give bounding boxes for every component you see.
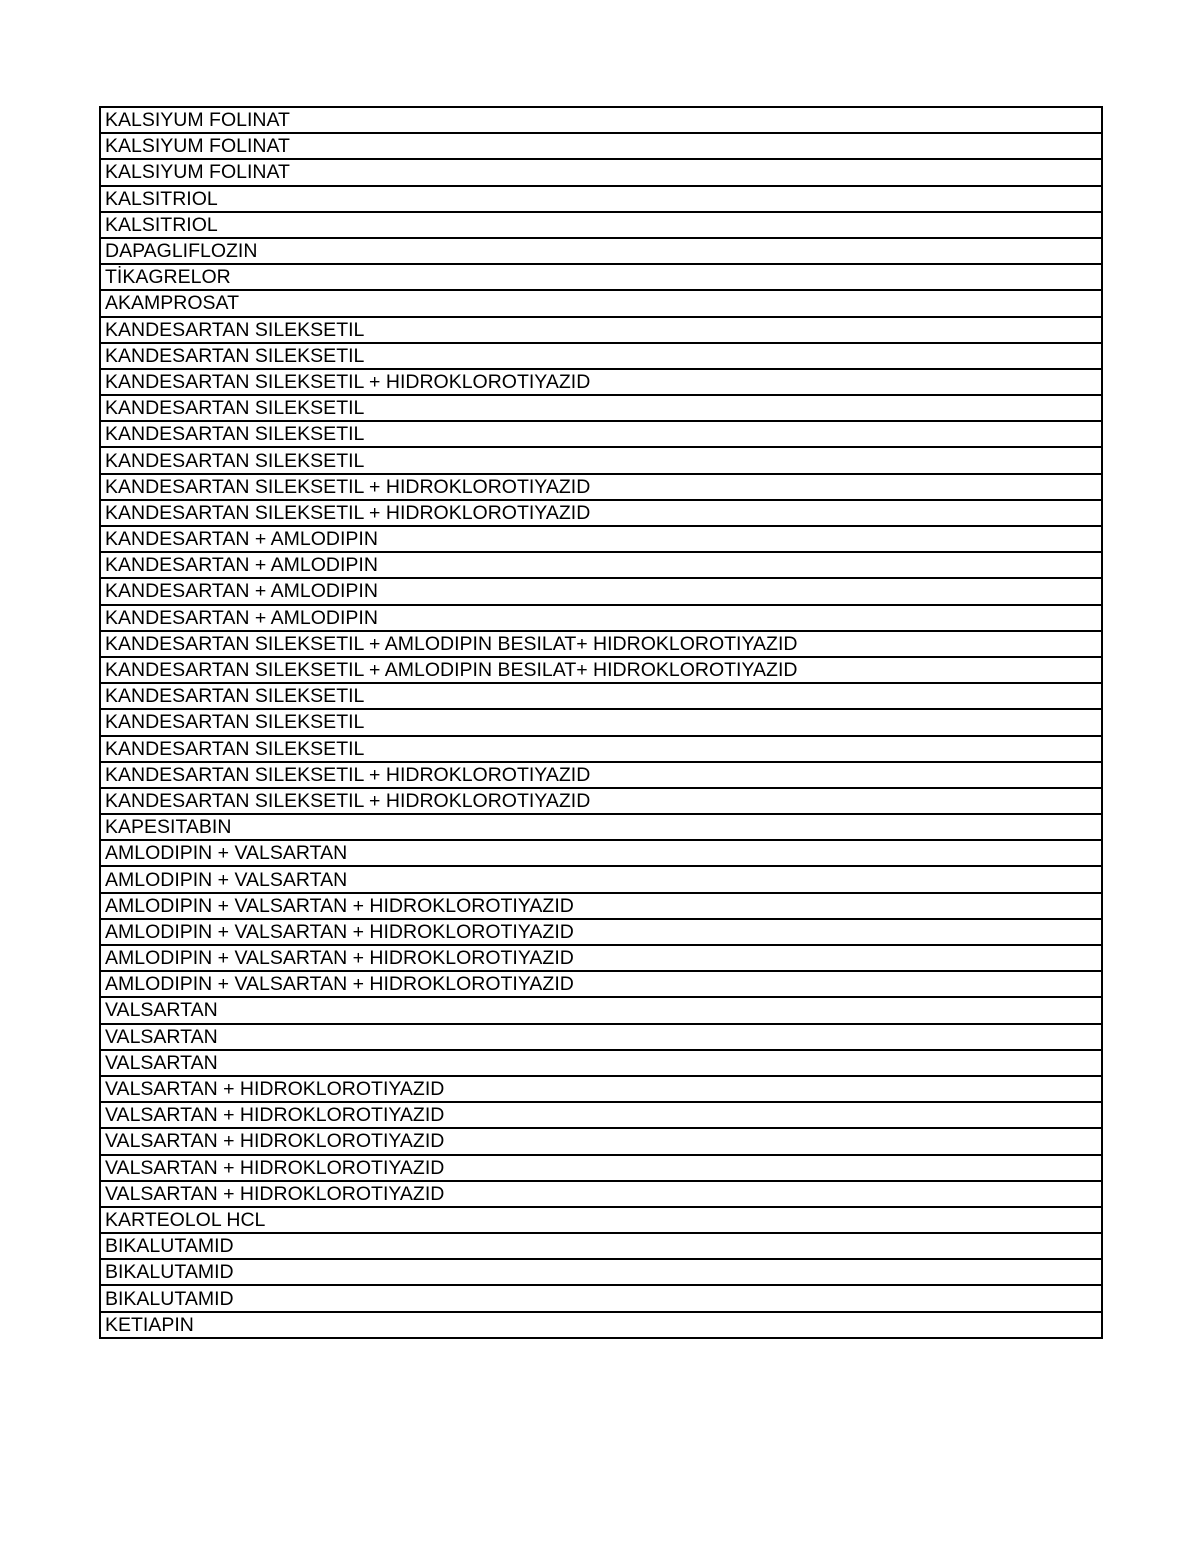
table-row — [100, 317, 1102, 343]
drug-name-cell: KANDESARTAN SILEKSETIL + HIDROKLOROTIYAZID — [100, 500, 1102, 526]
drug-name-cell: AMLODIPIN + VALSARTAN + HIDROKLOROTIYAZID — [100, 945, 1102, 971]
drug-name-cell: VALSARTAN — [100, 1024, 1102, 1050]
table-row — [100, 893, 1102, 919]
drug-name-cell: KANDESARTAN SILEKSETIL + AMLODIPIN BESILAT+ HIDROKLOROTIYAZID — [100, 657, 1102, 683]
drug-name-cell: AMLODIPIN + VALSARTAN + HIDROKLOROTIYAZID — [100, 971, 1102, 997]
table-row — [100, 107, 1102, 133]
drug-name-cell: KANDESARTAN SILEKSETIL — [100, 421, 1102, 447]
table-row — [100, 578, 1102, 604]
table-row — [100, 264, 1102, 290]
table-row — [100, 290, 1102, 316]
table-row — [100, 343, 1102, 369]
table-row — [100, 238, 1102, 264]
drug-name-cell: AMLODIPIN + VALSARTAN + HIDROKLOROTIYAZID — [100, 893, 1102, 919]
drug-name-cell: VALSARTAN + HIDROKLOROTIYAZID — [100, 1181, 1102, 1207]
drug-name-cell: DAPAGLIFLOZIN — [100, 238, 1102, 264]
drug-name-cell: KETIAPIN — [100, 1312, 1102, 1338]
drug-name-cell: KANDESARTAN + AMLODIPIN — [100, 552, 1102, 578]
drug-name-cell: TİKAGRELOR — [100, 264, 1102, 290]
table-row — [100, 631, 1102, 657]
drug-name-cell: KANDESARTAN SILEKSETIL + HIDROKLOROTIYAZID — [100, 762, 1102, 788]
table-row — [100, 1259, 1102, 1285]
drug-name-cell: KANDESARTAN SILEKSETIL + AMLODIPIN BESILAT+ HIDROKLOROTIYAZID — [100, 631, 1102, 657]
drug-name-cell: AKAMPROSAT — [100, 290, 1102, 316]
table-row — [100, 683, 1102, 709]
table-row — [100, 395, 1102, 421]
drug-name-cell: BIKALUTAMID — [100, 1285, 1102, 1311]
drug-name-cell: KANDESARTAN SILEKSETIL + HIDROKLOROTIYAZID — [100, 369, 1102, 395]
drug-table — [99, 106, 1103, 1339]
drug-table-body — [100, 107, 1102, 1338]
table-row — [100, 159, 1102, 185]
table-row — [100, 447, 1102, 473]
table-row — [100, 762, 1102, 788]
table-row — [100, 369, 1102, 395]
drug-name-cell: KARTEOLOL HCL — [100, 1207, 1102, 1233]
table-row — [100, 605, 1102, 631]
table-row — [100, 709, 1102, 735]
drug-name-cell: KANDESARTAN + AMLODIPIN — [100, 605, 1102, 631]
drug-name-cell: KALSIYUM FOLINAT — [100, 159, 1102, 185]
drug-name-cell: KANDESARTAN + AMLODIPIN — [100, 526, 1102, 552]
drug-name-cell: KAPESITABIN — [100, 814, 1102, 840]
table-row — [100, 945, 1102, 971]
table-row — [100, 736, 1102, 762]
drug-name-cell: KANDESARTAN SILEKSETIL — [100, 447, 1102, 473]
table-row — [100, 919, 1102, 945]
table-row — [100, 1155, 1102, 1181]
drug-name-cell: KANDESARTAN SILEKSETIL — [100, 317, 1102, 343]
drug-name-cell: KANDESARTAN + AMLODIPIN — [100, 578, 1102, 604]
drug-name-cell: KANDESARTAN SILEKSETIL + HIDROKLOROTIYAZID — [100, 474, 1102, 500]
table-row — [100, 1285, 1102, 1311]
drug-name-cell: VALSARTAN + HIDROKLOROTIYAZID — [100, 1128, 1102, 1154]
table-row — [100, 788, 1102, 814]
drug-name-cell: VALSARTAN — [100, 1050, 1102, 1076]
drug-name-cell: KALSIYUM FOLINAT — [100, 133, 1102, 159]
table-row — [100, 971, 1102, 997]
table-row — [100, 866, 1102, 892]
table-row — [100, 1207, 1102, 1233]
table-row — [100, 1076, 1102, 1102]
drug-name-cell: VALSARTAN + HIDROKLOROTIYAZID — [100, 1155, 1102, 1181]
drug-name-cell: KANDESARTAN SILEKSETIL — [100, 343, 1102, 369]
table-row — [100, 1102, 1102, 1128]
table-row — [100, 421, 1102, 447]
table-row — [100, 657, 1102, 683]
table-row — [100, 552, 1102, 578]
drug-name-cell: KALSITRIOL — [100, 186, 1102, 212]
drug-name-cell: KANDESARTAN SILEKSETIL — [100, 395, 1102, 421]
drug-name-cell: VALSARTAN — [100, 997, 1102, 1023]
drug-name-cell: KALSITRIOL — [100, 212, 1102, 238]
table-row — [100, 1233, 1102, 1259]
table-row — [100, 1050, 1102, 1076]
table-row — [100, 133, 1102, 159]
drug-name-cell: AMLODIPIN + VALSARTAN — [100, 866, 1102, 892]
table-row — [100, 1181, 1102, 1207]
drug-name-cell: KANDESARTAN SILEKSETIL — [100, 736, 1102, 762]
table-row — [100, 1312, 1102, 1338]
drug-name-cell: KANDESARTAN SILEKSETIL — [100, 683, 1102, 709]
table-row — [100, 840, 1102, 866]
table-row — [100, 814, 1102, 840]
drug-name-cell: KANDESARTAN SILEKSETIL — [100, 709, 1102, 735]
drug-name-cell: AMLODIPIN + VALSARTAN + HIDROKLOROTIYAZID — [100, 919, 1102, 945]
drug-name-cell: BIKALUTAMID — [100, 1259, 1102, 1285]
table-row — [100, 1128, 1102, 1154]
drug-name-cell: KANDESARTAN SILEKSETIL + HIDROKLOROTIYAZID — [100, 788, 1102, 814]
table-row — [100, 526, 1102, 552]
table-row — [100, 186, 1102, 212]
table-row — [100, 212, 1102, 238]
table-row — [100, 500, 1102, 526]
drug-name-cell: VALSARTAN + HIDROKLOROTIYAZID — [100, 1076, 1102, 1102]
table-row — [100, 474, 1102, 500]
drug-name-cell: BIKALUTAMID — [100, 1233, 1102, 1259]
drug-name-cell: AMLODIPIN + VALSARTAN — [100, 840, 1102, 866]
table-row — [100, 1024, 1102, 1050]
drug-name-cell: KALSIYUM FOLINAT — [100, 107, 1102, 133]
table-row — [100, 997, 1102, 1023]
drug-name-cell: VALSARTAN + HIDROKLOROTIYAZID — [100, 1102, 1102, 1128]
